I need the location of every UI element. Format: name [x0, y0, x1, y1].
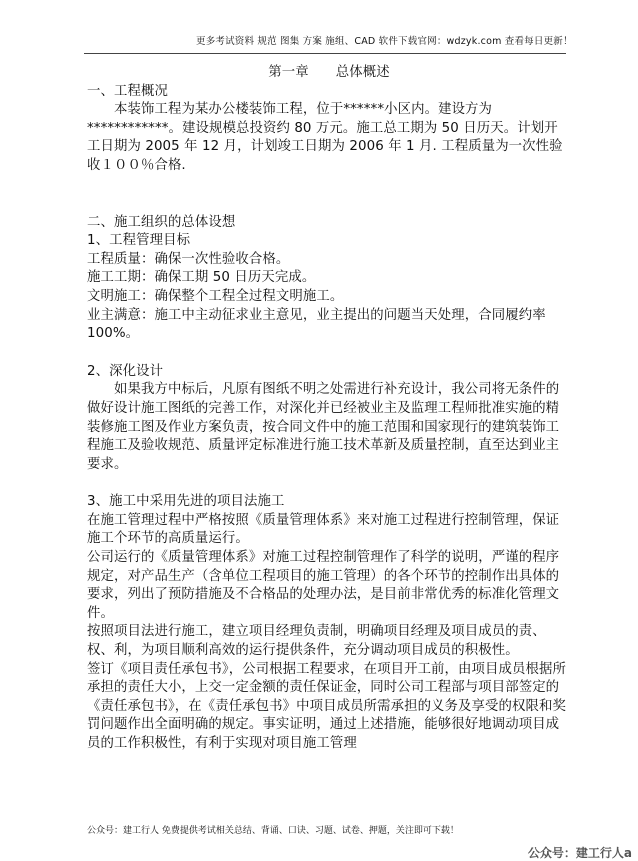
spacer	[87, 474, 571, 493]
subsection-heading-2-3: 3、施工中采用先进的项目法施工	[87, 494, 285, 510]
page-header: 更多考试资料 规范 图集 方案 施组、CAD 软件下载官网：wdzyk.com 查看每日更新！	[196, 36, 573, 47]
section-heading-2: 二、施工组织的总体设想	[87, 214, 236, 230]
document-body	[87, 64, 571, 754]
page-footer: 公众号：建工行人 免费提供考试相关总结、背诵、口诀、习题、试卷、押题，关注即可下载！	[87, 826, 459, 836]
project-method-paragraph-3: 按照项目法进行施工，建立项目经理负责制，明确项目经理及项目成员的责、权、利，为项目顺利高效的运行提供条件，充分调动项目成员的积极性。	[87, 624, 546, 659]
goal-schedule: 施工工期：确保工期 50 日历天完成。	[87, 270, 316, 286]
goal-civilized-construction: 文明施工：确保整个工程全过程文明施工。	[87, 288, 344, 304]
project-method-paragraph-2: 公司运行的《质量管理体系》对施工过程控制管理作了科学的说明，严谨的程序规定，对产品生产（含单位工程项目的施工管理）的各个环节的控制作出具体的要求，列出了预防措施及不合格品的处理办法，是目前非常优秀的标准化管理文件。	[87, 550, 560, 621]
subsection-heading-2-2: 2、深化设计	[87, 363, 164, 379]
goal-owner-satisfaction: 业主满意：施工中主动征求业主意见，业主提出的问题当天处理，合同履约率 100%。	[87, 307, 546, 342]
project-method-paragraph-4: 签订《项目责任承包书》，公司根据工程要求，在项目开工前，由项目成员根据所承担的责任大小，上交一定金额的责任保证金，同时公司工程部与项目部签定的《责任承包书》，在《责任承包书》中项目成员所需承担的义务及享受的权限和奖罚问题作出全面明确的规定。事实证明，通过上述措施，能够很好地调动项目成员的工作积极性，有利于实现对项目施工管理	[87, 661, 566, 751]
project-overview-paragraph: 本装饰工程为某办公楼装饰工程，位于******小区内。建设方为************。建设规模总投资约 80 万元。施工总工期为 50 日历天。计划开工日期为 2005 年 12 月，计划竣工日期为 2006 年 1 月. 工程质量为一次性验收１００％合格.	[87, 102, 563, 173]
spacer	[87, 344, 571, 363]
goal-quality: 工程质量：确保一次性验收合格。	[87, 251, 290, 267]
subsection-heading-2-1: 1、工程管理目标	[87, 233, 191, 249]
project-method-paragraph-1: 在施工管理过程中严格按照《质量管理体系》来对施工过程进行控制管理，保证施工个环节的高质量运行。	[87, 512, 560, 547]
section-heading-1: 一、工程概况	[87, 83, 168, 99]
spacer	[87, 176, 571, 214]
watermark-text: 公众号：建工行人a	[527, 846, 632, 860]
chapter-title: 第一章 总体概述	[268, 65, 390, 80]
deepened-design-paragraph: 如果我方中标后，凡原有图纸不明之处需进行补充设计，我公司将无条件的做好设计施工图纸的完善工作，对深化并已经被业主及监理工程师批准实施的精装修施工图及作业方案负责，按合同文件中的施工范围和国家现行的建筑装饰工程施工及验收规范、质量评定标准进行施工技术革新及质量控制，直至达到业主要求。	[87, 382, 560, 472]
header-divider	[84, 53, 566, 54]
